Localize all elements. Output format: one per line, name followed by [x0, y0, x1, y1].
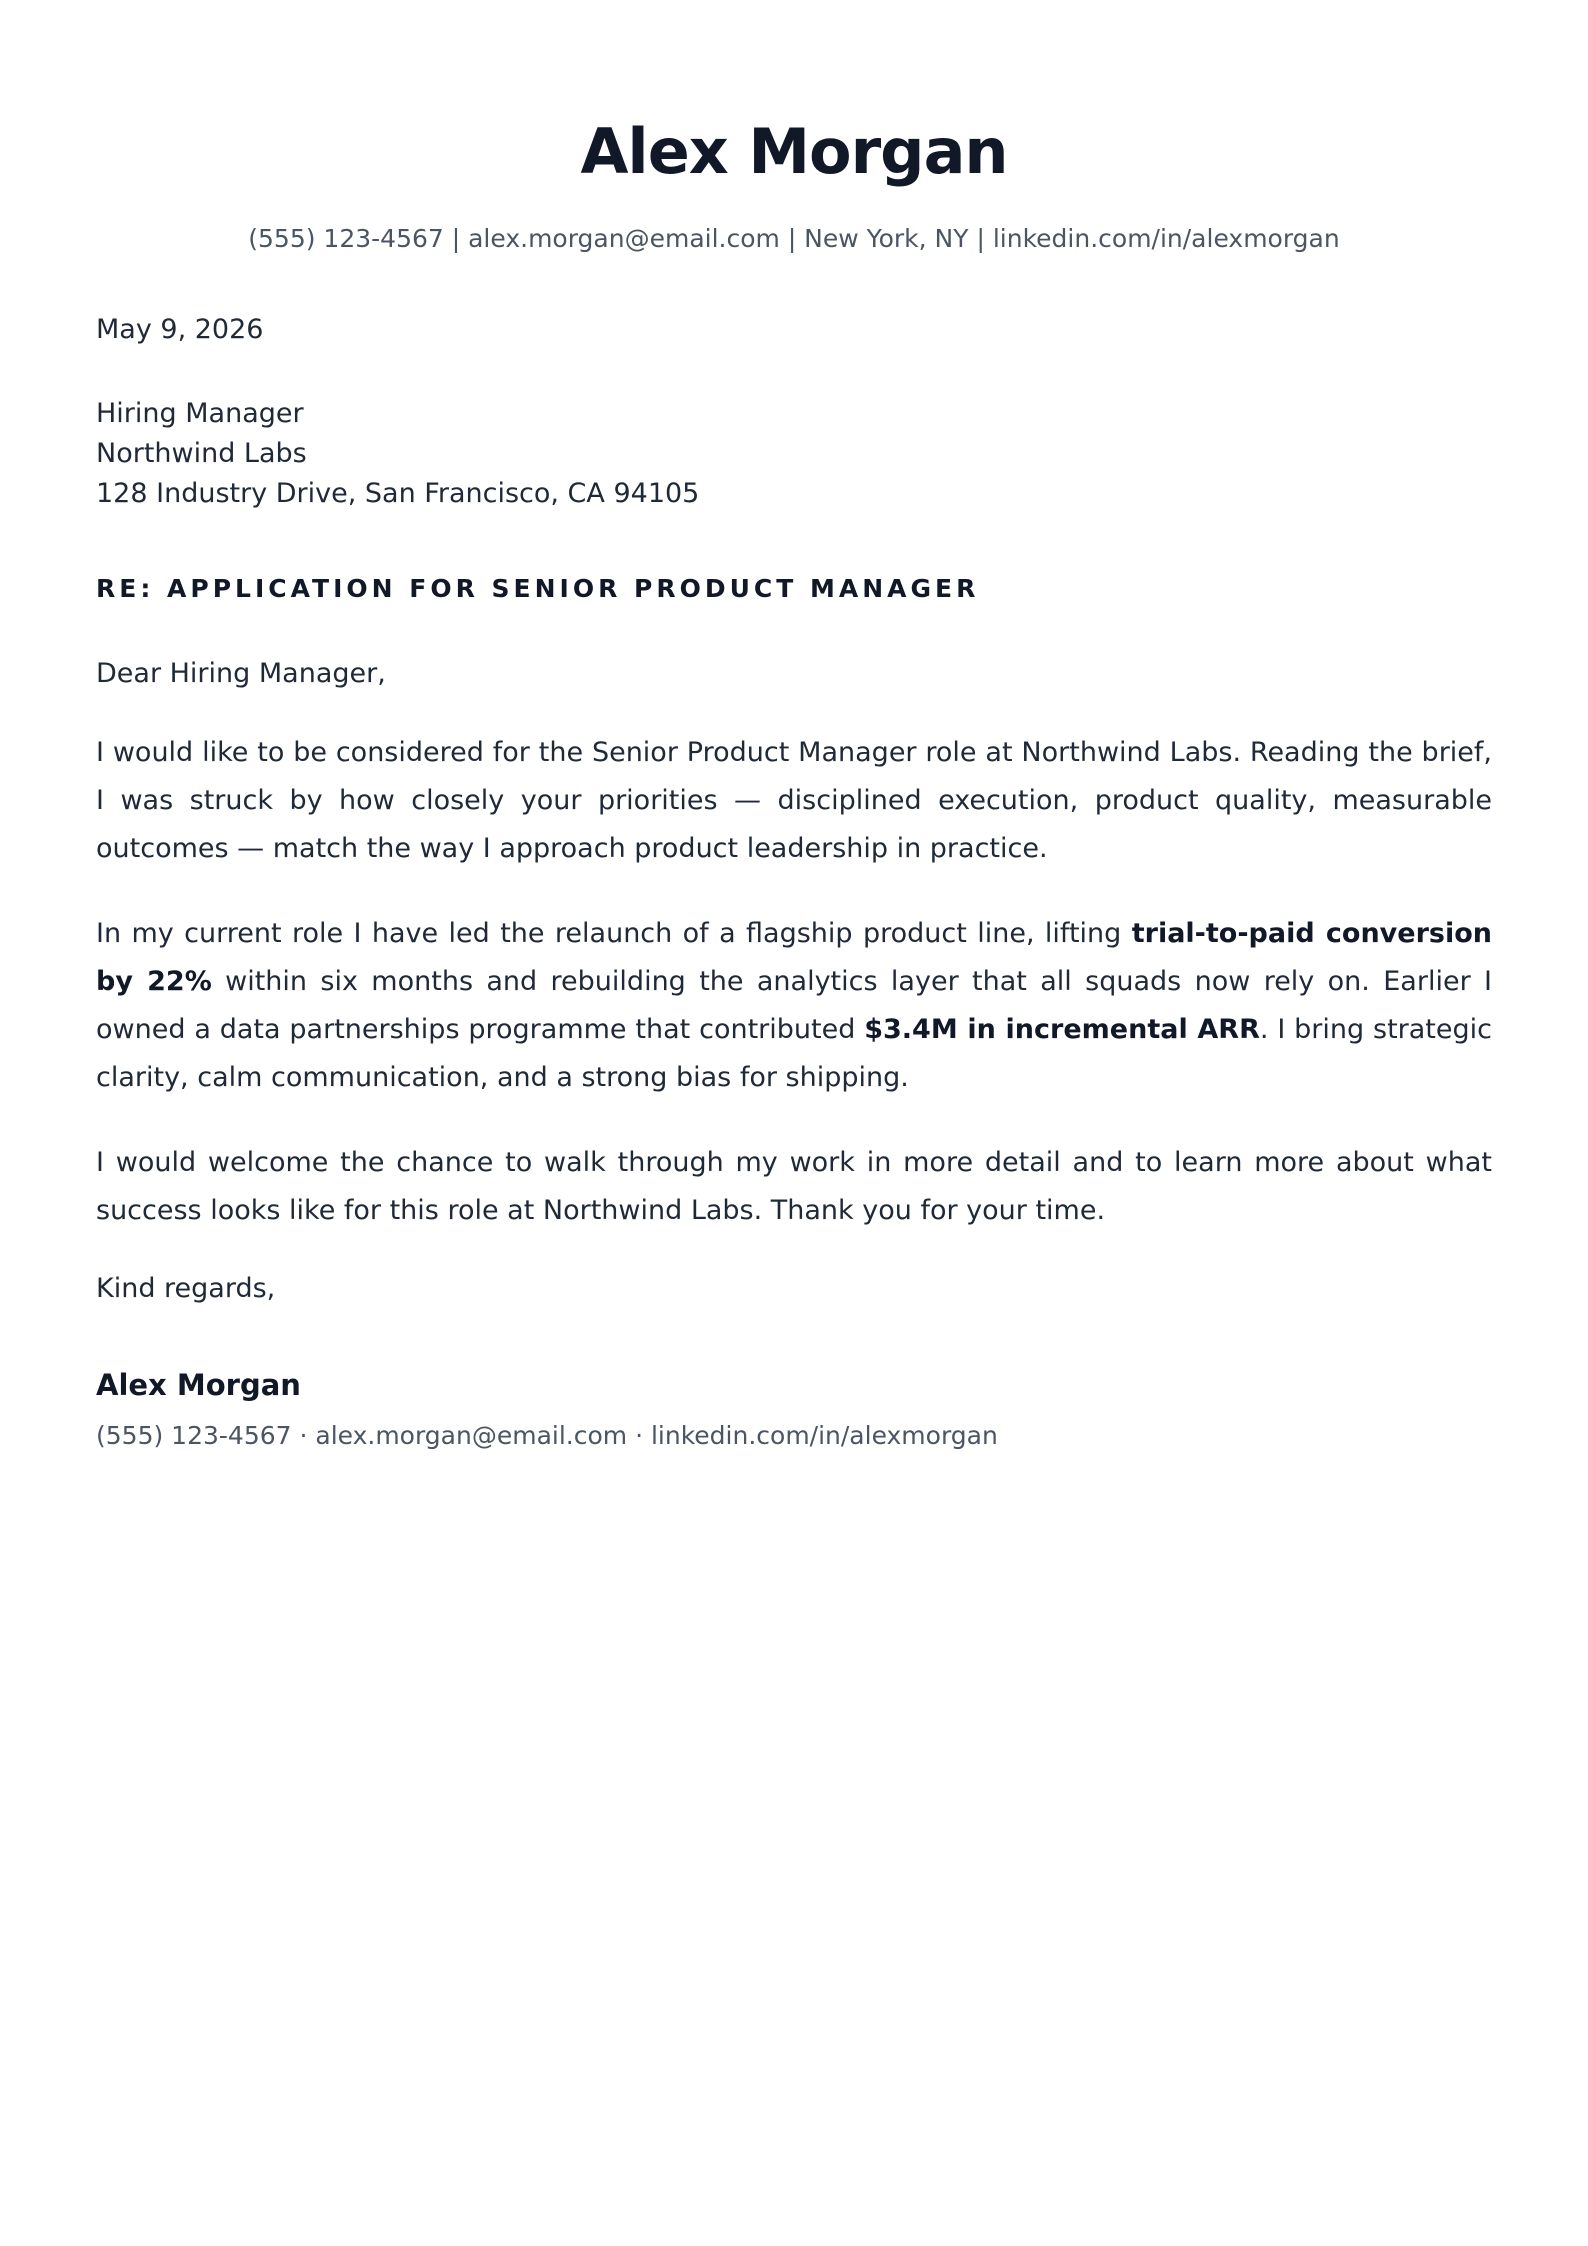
paragraph-2-text-2: within six months and rebuilding the analytics layer that all squads now rely on. Earlier I owned a data partnerships programme that contributed: [96, 966, 1493, 1045]
highlight-conversion: trial-to-paid conversion by 22%: [96, 918, 1492, 997]
paragraph-2-text-3: . I bring strategic clarity, calm communication, and a strong bias for shipping.: [96, 1014, 1492, 1093]
highlight-arr: $3.4M in incremental ARR: [864, 1014, 1260, 1045]
recipient-block: [96, 394, 1492, 514]
salutation: Dear Hiring Manager,: [96, 658, 386, 689]
paragraph-2-text-1: In my current role I have led the relaunch of a flagship product line, lifting: [96, 918, 1132, 949]
header-contact-line: (555) 123-4567 | alex.morgan@email.com | New York, NY | linkedin.com/in/alexmorgan: [248, 224, 1340, 253]
signature-name: Alex Morgan: [96, 1368, 301, 1402]
recipient-address: 128 Industry Drive, San Francisco, CA 94105: [96, 478, 700, 509]
body-paragraph-1: I would like to be considered for the Senior Product Manager role at Northwind Labs. Reading the brief, I was struck by how closely your priorities — disciplined execution, product quality, measurable outcomes — match the way I approach product leadership in practice.: [96, 737, 1492, 864]
recipient-title: Hiring Manager: [96, 398, 304, 429]
letter-date: May 9, 2026: [96, 314, 264, 345]
body-paragraph-2: [96, 910, 1492, 1102]
subject-line: RE: APPLICATION FOR SENIOR PRODUCT MANAGER: [96, 574, 980, 603]
body-paragraph-3: I would welcome the chance to walk through my work in more detail and to learn more about what success looks like for this role at Northwind Labs. Thank you for your time.: [96, 1147, 1492, 1226]
signature-contact: (555) 123-4567 · alex.morgan@email.com · linkedin.com/in/alexmorgan: [96, 1421, 998, 1450]
recipient-company: Northwind Labs: [96, 438, 307, 469]
closing: Kind regards,: [96, 1273, 276, 1304]
applicant-name: Alex Morgan: [580, 115, 1008, 188]
